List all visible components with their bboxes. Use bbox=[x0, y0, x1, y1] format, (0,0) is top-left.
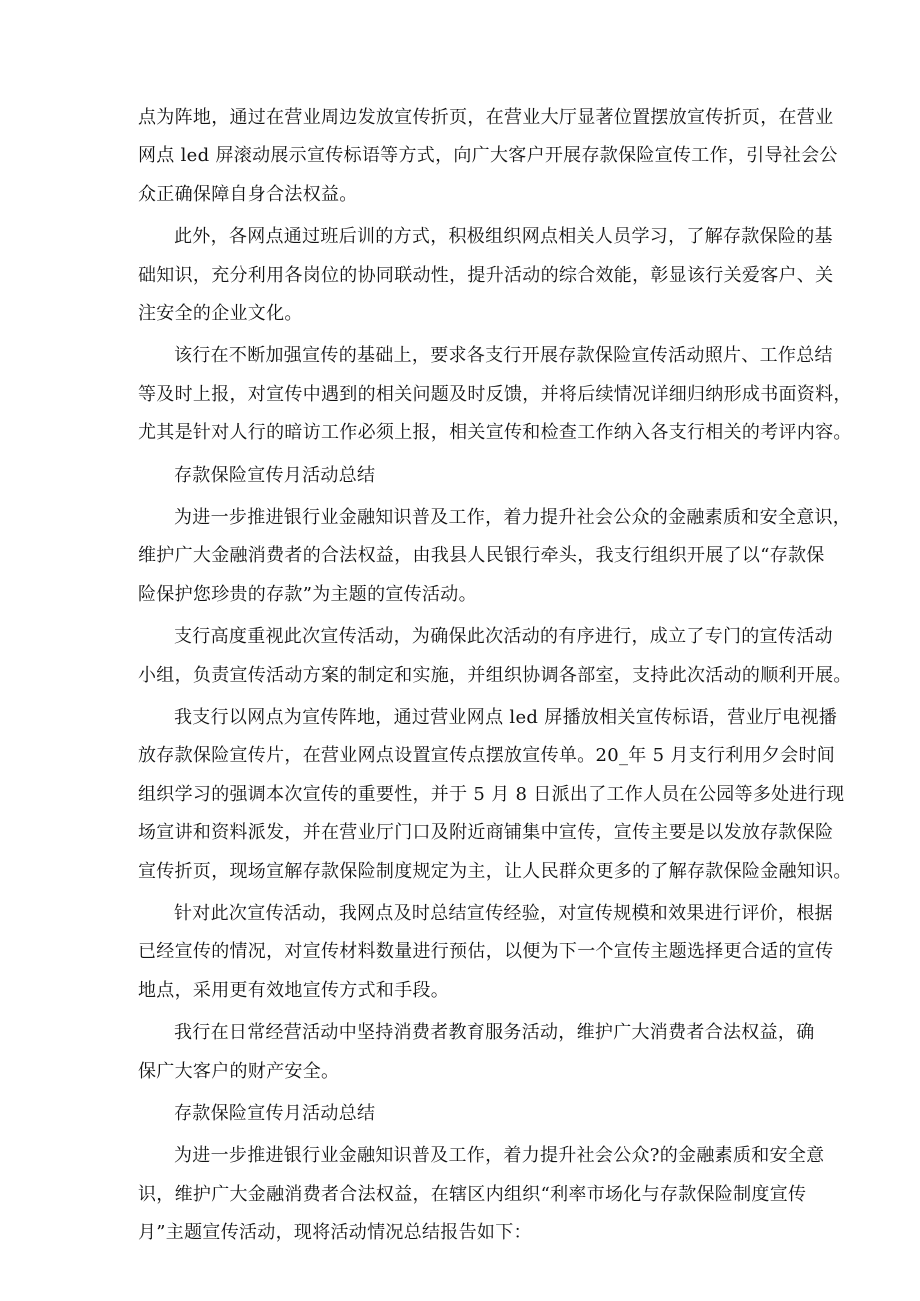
text-line: 险保护您珍贵的存款”为主题的宣传活动。 bbox=[138, 584, 477, 605]
text-line: 尤其是针对人行的暗访工作必须上报，相关宣传和检查工作纳入各支行相关的考评内容。 bbox=[138, 422, 852, 443]
text-line: 维护广大金融消费者的合法权益，由我县人民银行牵头，我支行组织开展了以“存款保 bbox=[138, 545, 825, 566]
text-line: 月”主题宣传活动，现将活动情况总结报告如下： bbox=[138, 1222, 532, 1243]
text-line: 础知识，充分利用各岗位的协同联动性，提升活动的综合效能，彰显该行关爱客户、关 bbox=[138, 265, 834, 286]
text-line: 众正确保障自身合法权益。 bbox=[138, 184, 358, 205]
text-line: 场宣讲和资料派发，并在营业厅门口及附近商铺集中宣传，宣传主要是以发放存款保险 bbox=[138, 822, 834, 843]
text-line: 宣传折页，现场宣解存款保险制度规定为主，让人民群众更多的了解存款保险金融知识。 bbox=[138, 861, 852, 882]
text-line: 地点，采用更有效地宣传方式和手段。 bbox=[138, 980, 450, 1001]
text-line: 该行在不断加强宣传的基础上，要求各支行开展存款保险宣传活动照片、工作总结 bbox=[174, 345, 833, 366]
text-line: 放存款保险宣传片，在营业网点设置宣传点摆放宣传单。20_年 5 月支行利用夕会时间 bbox=[138, 745, 836, 766]
text-line: 注安全的企业文化。 bbox=[138, 303, 303, 324]
text-line: 已经宣传的情况，对宣传材料数量进行预估，以便为下一个宣传主题选择更合适的宣传 bbox=[138, 941, 834, 962]
text-line: 网点 led 屏滚动展示宣传标语等方式，向广大客户开展存款保险宣传工作，引导社会公 bbox=[138, 145, 838, 166]
text-line: 针对此次宣传活动，我网点及时总结宣传经验，对宣传规模和效果进行评价，根据 bbox=[174, 903, 833, 924]
text-line: 此外，各网点通过班后训的方式，积极组织网点相关人员学习，了解存款保险的基 bbox=[174, 226, 833, 247]
section-heading: 存款保险宣传月活动总结 bbox=[174, 465, 376, 486]
text-line: 为进一步推进银行业金融知识普及工作，着力提升社会公众?的金融素质和安全意 bbox=[174, 1145, 825, 1166]
text-line: 我支行以网点为宣传阵地，通过营业网点 led 屏播放相关宣传标语，营业厅电视播 bbox=[174, 707, 838, 728]
text-line: 小组，负责宣传活动方案的制定和实施，并组织协调各部室，支持此次活动的顺利开展。 bbox=[138, 665, 852, 686]
text-line: 支行高度重视此次宣传活动，为确保此次活动的有序进行，成立了专门的宣传活动 bbox=[174, 626, 833, 647]
text-line: 组织学习的强调本次宣传的重要性，并于 5 月 8 日派出了工作人员在公园等多处进行现 bbox=[138, 784, 845, 805]
text-line: 等及时上报，对宣传中遇到的相关问题及时反馈，并将后续情况详细归纳形成书面资料， bbox=[138, 384, 852, 405]
text-line: 点为阵地，通过在营业周边发放宣传折页，在营业大厅显著位置摆放宣传折页，在营业 bbox=[138, 107, 834, 128]
section-heading: 存款保险宣传月活动总结 bbox=[174, 1103, 376, 1124]
text-line: 保广大客户的财产安全。 bbox=[138, 1061, 340, 1082]
text-line: 我行在日常经营活动中坚持消费者教育服务活动，维护广大消费者合法权益，确 bbox=[174, 1022, 815, 1043]
text-line: 为进一步推进银行业金融知识普及工作，着力提升社会公众的金融素质和安全意识， bbox=[174, 507, 852, 528]
text-line: 识，维护广大金融消费者合法权益，在辖区内组织“利率市场化与存款保险制度宣传 bbox=[138, 1184, 807, 1205]
